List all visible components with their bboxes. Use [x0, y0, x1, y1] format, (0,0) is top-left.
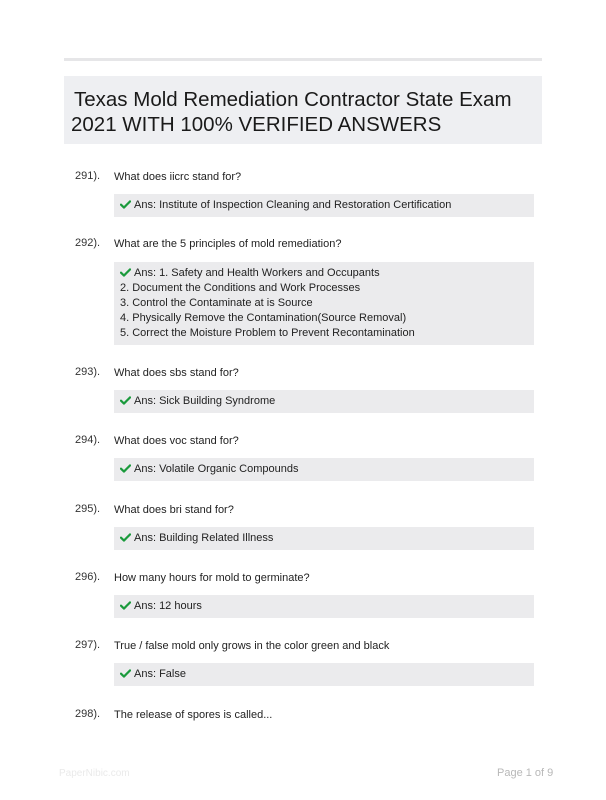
- answer-line: 4. Physically Remove the Contamination(Source Removal): [120, 312, 407, 324]
- title-line-1: Texas Mold Remediation Contractor State Exam: [74, 88, 512, 111]
- question-text: How many hours for mold to germinate?: [114, 572, 310, 584]
- question-text: The release of spores is called...: [114, 709, 273, 721]
- question-text: What does voc stand for?: [114, 435, 239, 447]
- answer-line: [120, 599, 528, 614]
- question-text: True / false mold only grows in the color green and black: [114, 640, 390, 652]
- document-title: [64, 76, 542, 144]
- question-number: 296).: [75, 571, 101, 583]
- answer-line: 2. Document the Conditions and Work Processes: [120, 282, 361, 294]
- answer-line: [120, 667, 528, 682]
- answer-box: [114, 194, 534, 217]
- answer-line: 5. Correct the Moisture Problem to Prevent Recontamination: [120, 327, 415, 339]
- answer-text: Ans: False: [134, 668, 186, 680]
- answer-box: [114, 527, 534, 550]
- check-icon: [120, 464, 131, 473]
- answer-line: [120, 266, 528, 281]
- check-icon: [120, 601, 131, 610]
- question-number: 298).: [75, 708, 101, 720]
- answer-line: 3. Control the Contaminate at is Source: [120, 297, 313, 309]
- question-number: 297).: [75, 639, 101, 651]
- answer-text: Ans: Institute of Inspection Cleaning and Restoration Certification: [134, 199, 452, 211]
- question-text: What does bri stand for?: [114, 504, 234, 516]
- answer-text: Ans: Sick Building Syndrome: [134, 395, 276, 407]
- answer-line: [120, 462, 528, 477]
- answer-text: Ans: 1. Safety and Health Workers and Occupants: [134, 267, 380, 279]
- question-text: What does iicrc stand for?: [114, 171, 242, 183]
- question-text: What are the 5 principles of mold remediation?: [114, 238, 342, 250]
- answer-text: Ans: Volatile Organic Compounds: [134, 463, 299, 475]
- answer-box: [114, 663, 534, 686]
- question-number: 295).: [75, 503, 101, 515]
- answer-box: [114, 390, 534, 413]
- answer-text: Ans: 12 hours: [134, 600, 202, 612]
- check-icon: [120, 200, 131, 209]
- question-number: 293).: [75, 366, 101, 378]
- page-number: Page 1 of 9: [497, 767, 554, 779]
- question-number: 294).: [75, 434, 101, 446]
- answer-box: [114, 595, 534, 618]
- title-line-2: 2021 WITH 100% VERIFIED ANSWERS: [71, 113, 442, 136]
- question-text: What does sbs stand for?: [114, 367, 239, 379]
- footer-watermark: PaperNibic.com: [59, 768, 130, 779]
- top-divider: [64, 58, 542, 61]
- check-icon: [120, 396, 131, 405]
- check-icon: [120, 268, 131, 277]
- question-number: 292).: [75, 237, 101, 249]
- answer-line: [120, 531, 528, 546]
- answer-line: [120, 198, 528, 213]
- check-icon: [120, 533, 131, 542]
- check-icon: [120, 669, 131, 678]
- question-number: 291).: [75, 170, 101, 182]
- answer-box: [114, 262, 534, 345]
- answer-text: Ans: Building Related Illness: [134, 532, 274, 544]
- answer-line: [120, 394, 528, 409]
- answer-box: [114, 458, 534, 481]
